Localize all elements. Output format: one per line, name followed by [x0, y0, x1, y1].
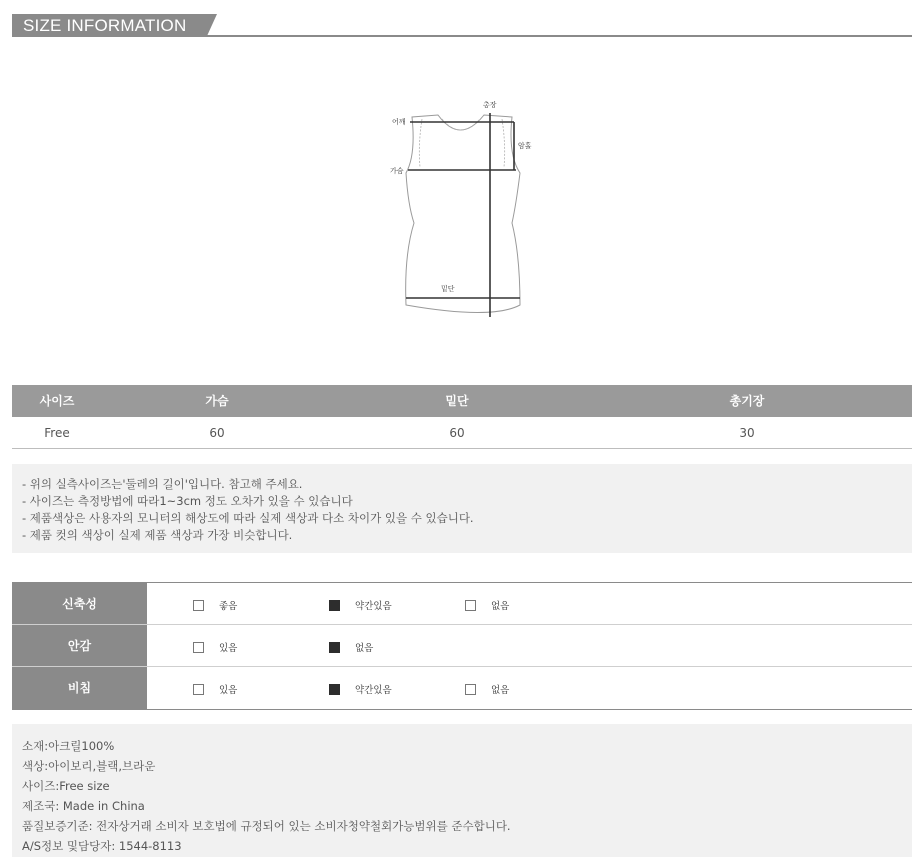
info-size: 사이즈:Free size — [22, 779, 110, 793]
label-shoulder: 어깨 — [392, 118, 406, 126]
col-header-chest: 가슴 — [205, 394, 229, 408]
note-line: - 제품 컷의 색상이 실제 제품 색상과 가장 비슷합니다. — [22, 528, 293, 542]
checkbox-filled — [329, 642, 340, 653]
size-table-header — [12, 385, 912, 417]
size-table — [12, 385, 912, 449]
option-item — [193, 598, 237, 612]
cell-size: Free — [44, 426, 70, 440]
option-item — [193, 682, 237, 696]
option-label: 없음 — [355, 643, 374, 654]
attribute-label: 안감 — [12, 625, 147, 666]
option-label: 없음 — [491, 601, 510, 612]
checkbox-filled — [329, 684, 340, 695]
size-notes — [12, 464, 912, 553]
col-header-size: 사이즈 — [39, 394, 75, 408]
option-item — [193, 640, 237, 654]
label-total-length: 총장 — [483, 101, 497, 109]
info-warranty: 품질보증기준: 전자상거래 소비자 보호법에 규정되어 있는 소비자청약철회가능범위를 준수합니다. — [22, 819, 511, 833]
checkbox-empty — [193, 684, 204, 695]
cell-chest: 60 — [209, 426, 225, 440]
option-label: 있음 — [219, 685, 238, 696]
cell-length: 30 — [739, 426, 755, 440]
garment-outline — [406, 115, 520, 313]
option-label: 없음 — [491, 685, 510, 696]
checkbox-empty — [193, 642, 204, 653]
garment-diagram — [380, 95, 550, 330]
note-line: - 위의 실측사이즈는'둘레의 길이'입니다. 참고해 주세요. — [22, 477, 303, 491]
option-item — [329, 640, 373, 654]
attribute-table — [12, 582, 912, 710]
label-armhole: 암홀 — [518, 142, 532, 150]
attribute-label: 비침 — [12, 667, 147, 709]
attribute-label: 신축성 — [12, 583, 147, 624]
option-label: 약간있음 — [355, 685, 392, 696]
attribute-row-stretch — [12, 583, 912, 625]
info-color: 색상:아이보리,블랙,브라운 — [22, 759, 156, 773]
checkbox-empty — [465, 600, 476, 611]
product-info — [12, 724, 912, 857]
option-item — [329, 598, 392, 612]
option-item — [465, 598, 509, 612]
col-header-length: 총기장 — [729, 394, 765, 408]
header-underline — [12, 35, 912, 37]
attribute-row-sheerness — [12, 667, 912, 709]
option-label: 있음 — [219, 643, 238, 654]
info-material: 소재:아크릴100% — [22, 739, 115, 753]
note-line: - 제품색상은 사용자의 모니터의 해상도에 따라 실제 색상과 다소 차이가 있을 수 있습니다. — [22, 511, 474, 525]
option-label: 좋음 — [219, 601, 238, 612]
option-label: 약간있음 — [355, 601, 392, 612]
info-origin: 제조국: Made in China — [22, 799, 145, 813]
section-title: SIZE INFORMATION — [23, 16, 187, 35]
option-item — [465, 682, 509, 696]
cell-hem: 60 — [449, 426, 465, 440]
checkbox-empty — [193, 600, 204, 611]
section-header — [12, 14, 912, 38]
checkbox-filled — [329, 600, 340, 611]
table-row — [12, 417, 912, 449]
label-hem: 밑단 — [441, 285, 455, 293]
label-chest: 가슴 — [390, 167, 404, 175]
note-line: - 사이즈는 측정방법에 따라1~3cm 정도 오차가 있을 수 있습니다 — [22, 494, 353, 508]
info-as-contact: A/S정보 및담당자: 1544-8113 — [22, 839, 182, 853]
checkbox-empty — [465, 684, 476, 695]
col-header-hem: 밑단 — [445, 394, 469, 408]
attribute-row-lining — [12, 625, 912, 667]
option-item — [329, 682, 392, 696]
